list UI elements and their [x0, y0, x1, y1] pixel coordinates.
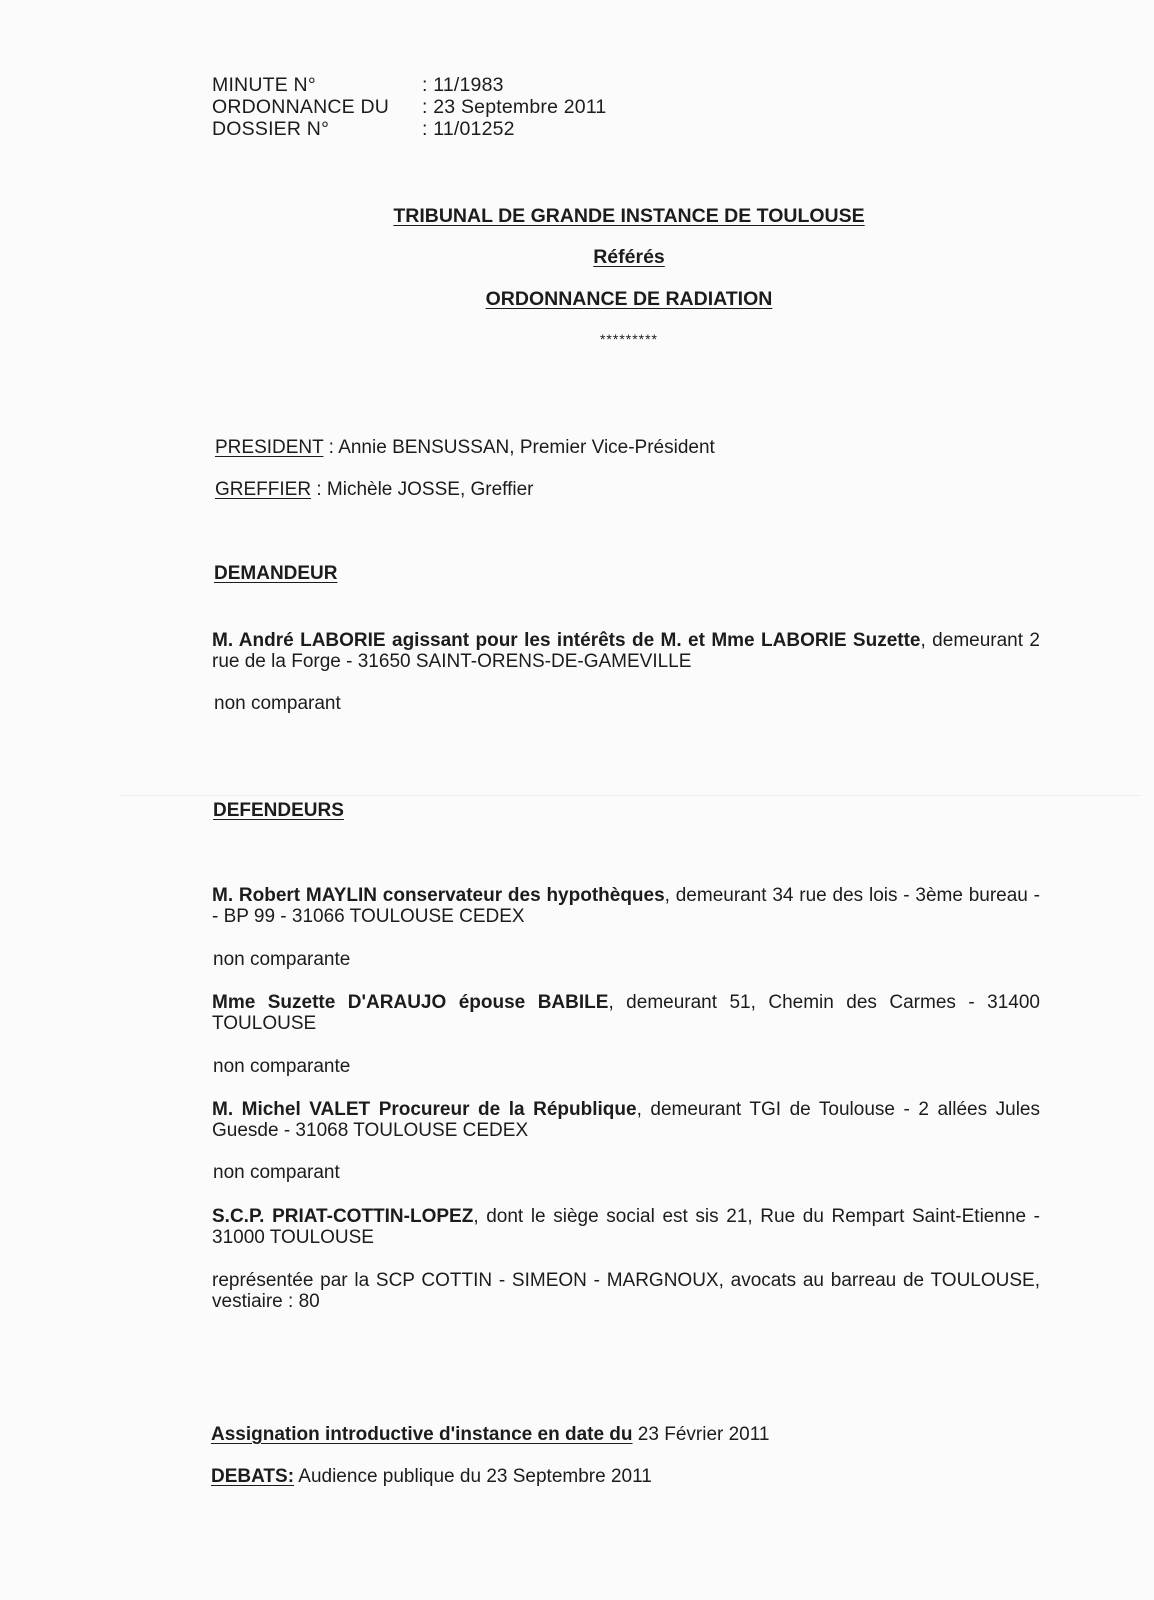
- defendeur-status: non comparante: [213, 1056, 351, 1077]
- assignation-label: Assignation introductive d'instance en date du: [211, 1424, 633, 1445]
- defendeur-address: , dont le siège social est sis 21, Rue du Rempart Saint-Etienne - 31000 TOULOUSE: [212, 1206, 1040, 1248]
- assignation-date: 23 Février 2011: [632, 1424, 770, 1445]
- defendeur-name: Mme Suzette D'ARAUJO épouse BABILE: [212, 992, 609, 1013]
- defendeur-address: , demeurant 51, Chemin des Carmes - 31400 TOULOUSE: [212, 992, 1040, 1034]
- minute-row: [212, 74, 504, 96]
- defendeurs-heading: DEFENDEURS: [213, 800, 344, 821]
- defendeur-party: [212, 885, 1040, 927]
- minute-label: MINUTE N°: [212, 74, 316, 96]
- tribunal-title: TRIBUNAL DE GRANDE INSTANCE DE TOULOUSE: [393, 205, 865, 227]
- defendeur-status: non comparante: [213, 949, 351, 970]
- president-value: : Annie BENSUSSAN, Premier Vice-Président: [323, 437, 715, 458]
- ordonnance-title: ORDONNANCE DE RADIATION: [485, 288, 773, 310]
- demandeur-party: [212, 630, 1040, 672]
- ordonnance-label: ORDONNANCE DU: [212, 96, 390, 118]
- greffier-label: GREFFIER: [215, 479, 312, 500]
- demandeur-name: M. André LABORIE agissant pour les intérêts de M. et Mme LABORIE Suzette: [212, 630, 921, 651]
- dossier-value: : 11/01252: [422, 118, 515, 140]
- defendeur-party: [212, 992, 1040, 1034]
- president-line: [215, 437, 715, 458]
- defendeur-party: [212, 1099, 1040, 1141]
- defendeur-name: M. Robert MAYLIN conservateur des hypothèques: [212, 885, 665, 906]
- demandeur-status: non comparant: [214, 693, 341, 714]
- minute-value: : 11/1983: [422, 74, 504, 96]
- defendeur-name: M. Michel VALET Procureur de la République: [212, 1099, 637, 1120]
- defendeur-party: [212, 1206, 1040, 1248]
- dossier-label: DOSSIER N°: [212, 118, 330, 140]
- greffier-line: [215, 479, 534, 500]
- defendeur-representation: représentée par la SCP COTTIN - SIMEON - MARGNOUX, avocats au barreau de TOULOUSE, vestiaire : 80: [212, 1270, 1040, 1312]
- scan-artifact-line: [120, 795, 1140, 796]
- defendeur-address: , demeurant 34 rue des lois - 3ème bureau - - BP 99 - 31066 TOULOUSE CEDEX: [212, 885, 1040, 927]
- debats-value: Audience publique du 23 Septembre 2011: [294, 1466, 652, 1487]
- ordonnance-date: : 23 Septembre 2011: [422, 96, 607, 118]
- demandeur-address: , demeurant 2 rue de la Forge - 31650 SAINT-ORENS-DE-GAMEVILLE: [212, 630, 1040, 672]
- greffier-value: : Michèle JOSSE, Greffier: [311, 479, 534, 500]
- debats-label: DEBATS:: [211, 1466, 295, 1487]
- chamber-title: Référés: [593, 246, 665, 268]
- defendeur-address: , demeurant TGI de Toulouse - 2 allées Jules Guesde - 31068 TOULOUSE CEDEX: [212, 1099, 1040, 1141]
- demandeur-heading: DEMANDEUR: [214, 563, 338, 584]
- defendeur-name: S.C.P. PRIAT-COTTIN-LOPEZ: [212, 1206, 474, 1227]
- separator-stars: *********: [599, 331, 659, 347]
- dossier-row: [212, 118, 515, 140]
- debats-line: [211, 1466, 652, 1487]
- president-label: PRESIDENT: [215, 437, 324, 458]
- assignation-line: [211, 1424, 769, 1445]
- defendeur-status: non comparant: [213, 1162, 340, 1183]
- ordonnance-row: [212, 96, 606, 118]
